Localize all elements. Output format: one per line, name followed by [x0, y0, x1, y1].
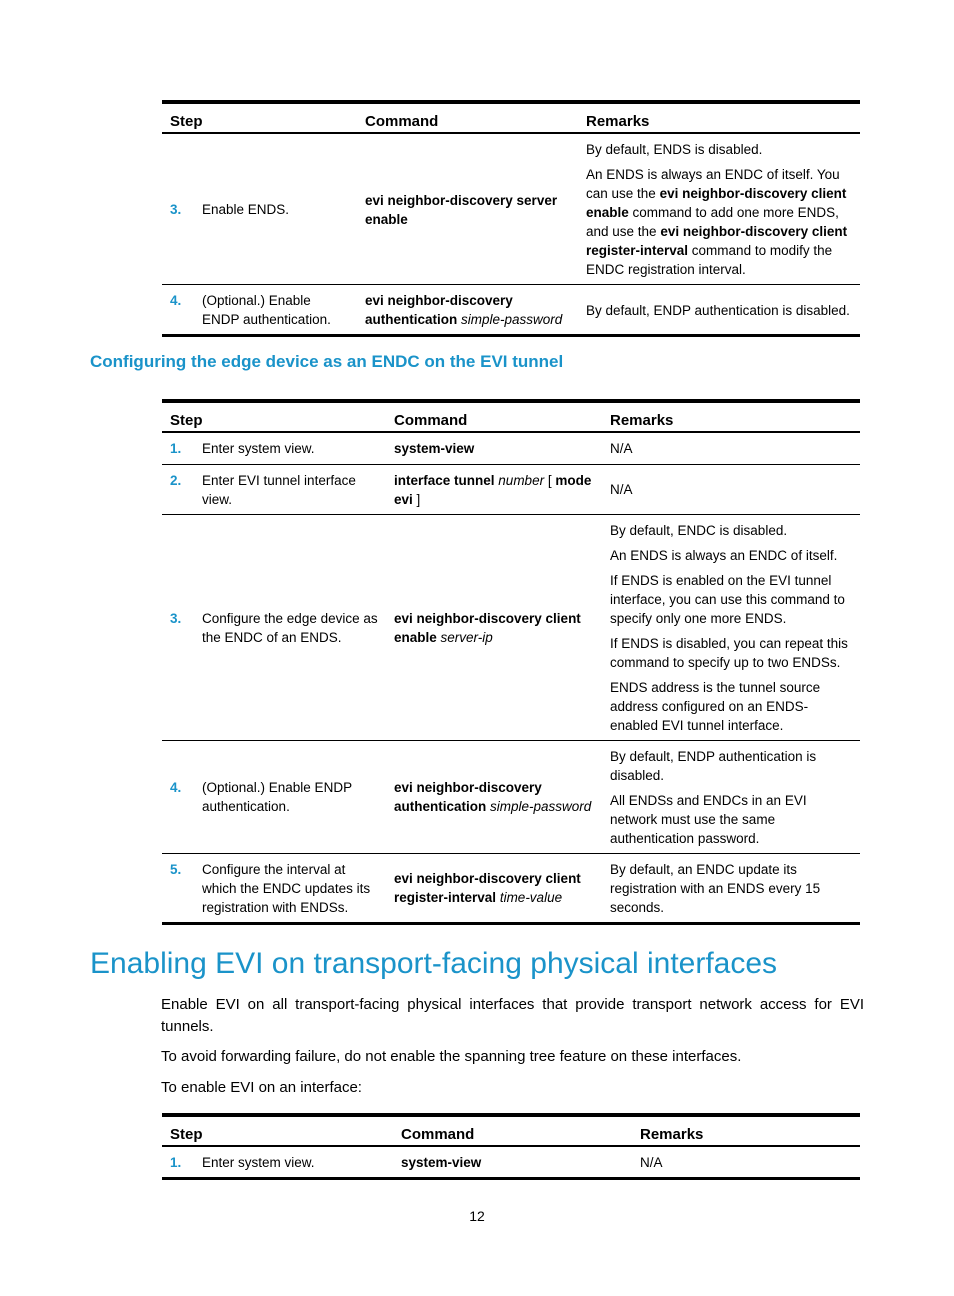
- text-run: By default, ENDS is disabled.: [586, 142, 763, 157]
- text-run: If ENDS is disabled, you can repeat this command to specify up to two ENDSs.: [610, 635, 848, 670]
- step-description: Configure the edge device as the ENDC of an ENDS.: [202, 610, 378, 645]
- text-run: An ENDS is always an ENDC of itself.: [610, 547, 838, 563]
- step-number: 1.: [170, 1155, 182, 1170]
- step-number: 4.: [170, 780, 182, 795]
- paragraph-warning: To avoid forwarding failure, do not enable the spanning tree feature on these interfaces.: [161, 1048, 742, 1065]
- text-run: evi neighbor-discovery client enable: [586, 186, 847, 220]
- command-cell: [386, 853, 602, 923]
- text-run: By default, ENDP authentication is disabled.: [586, 302, 850, 318]
- text-run: time-value: [499, 890, 563, 905]
- step-description: Enter EVI tunnel interface view.: [202, 472, 356, 507]
- step-description: Enter system view.: [202, 1155, 315, 1170]
- remark-paragraph: [586, 165, 852, 279]
- header-step: Step: [162, 401, 386, 432]
- text-run: evi neighbor-discovery authentication: [394, 780, 542, 814]
- remarks-cell: [578, 133, 860, 285]
- text-run: ENDS address is the tunnel source address configured on an ENDS-enabled EVI tunnel interface.: [610, 679, 821, 733]
- step-cell: [162, 1146, 393, 1179]
- remarks-cell: [602, 740, 860, 853]
- text-run: simple-password: [490, 799, 592, 814]
- header-command: Command: [386, 401, 602, 432]
- text-run: mode evi: [394, 472, 592, 507]
- remark-paragraph: [610, 634, 852, 672]
- table-header-row: [162, 1115, 860, 1146]
- text-run: system-view: [394, 441, 475, 457]
- header-step: Step: [162, 1115, 393, 1146]
- text-run: By default, an ENDC update its registration with an ENDS every 15 seconds.: [610, 861, 821, 915]
- step-description: Enter system view.: [202, 441, 315, 457]
- command-cell: [393, 1146, 632, 1179]
- remarks-cell: [602, 853, 860, 923]
- step-description: Enable ENDS.: [202, 202, 290, 217]
- command-cell: [386, 740, 602, 853]
- remarks-cell: [602, 464, 860, 514]
- text-run: interface tunnel: [394, 472, 495, 488]
- table-row: [162, 432, 860, 464]
- command-cell: [357, 133, 578, 285]
- text-run: N/A: [610, 441, 633, 457]
- config-table-ends: [162, 100, 860, 337]
- table-body: [162, 1146, 860, 1179]
- remarks-cell: [632, 1146, 860, 1179]
- text-run: evi neighbor-discovery client enable: [394, 610, 581, 645]
- text-run: N/A: [610, 482, 633, 497]
- step-description: Configure the interval at which the ENDC updates its registration with ENDSs.: [202, 861, 371, 915]
- remark-paragraph: [640, 1153, 852, 1172]
- step-cell: [162, 853, 386, 923]
- table-row: [162, 285, 860, 336]
- header-step: Step: [162, 102, 357, 133]
- config-table-endc: [162, 399, 860, 925]
- text-run: system-view: [401, 1155, 482, 1170]
- table-row: [162, 1146, 860, 1179]
- table-row: [162, 514, 860, 740]
- step-number: 3.: [170, 202, 182, 217]
- step-number: 1.: [170, 441, 182, 457]
- step-number: 4.: [170, 293, 182, 308]
- table-row: [162, 133, 860, 285]
- step-cell: [162, 514, 386, 740]
- text-run: evi neighbor-discovery server enable: [365, 192, 558, 227]
- remark-paragraph: [610, 480, 852, 499]
- table-header-row: [162, 401, 860, 432]
- remark-paragraph: [610, 747, 852, 785]
- text-run: ]: [412, 491, 421, 507]
- step-number: 5.: [170, 861, 182, 877]
- text-run: server-ip: [440, 629, 493, 645]
- remarks-cell: [578, 285, 860, 336]
- page-number: 12: [469, 1208, 485, 1224]
- step-description: (Optional.) Enable ENDP authentication.: [202, 293, 331, 327]
- text-run: evi neighbor-discovery client register-interval: [394, 871, 581, 905]
- step-cell: [162, 740, 386, 853]
- remark-paragraph: [610, 791, 852, 848]
- text-run: An ENDS is always an ENDC of itself. You can use the: [586, 167, 840, 201]
- header-remarks: Remarks: [632, 1115, 860, 1146]
- remark-paragraph: [610, 571, 852, 628]
- config-table-evi-interface: [162, 1113, 860, 1180]
- table-header-row: [162, 102, 860, 133]
- step-cell: [162, 133, 357, 285]
- section-title: Configuring the edge device as an ENDC on the EVI tunnel: [90, 352, 564, 371]
- text-run: evi neighbor-discovery client register-interval: [586, 224, 848, 258]
- text-run: evi neighbor-discovery authentication: [365, 293, 513, 327]
- step-description: (Optional.) Enable ENDP authentication.: [202, 780, 352, 814]
- remark-paragraph: [586, 140, 852, 159]
- paragraph-intro: Enable EVI on all transport-facing physical interfaces that provide transport network access for EVI tunnels.: [161, 996, 864, 1035]
- remark-paragraph: [586, 301, 852, 320]
- header-remarks: Remarks: [602, 401, 860, 432]
- text-run: N/A: [640, 1155, 663, 1170]
- step-cell: [162, 464, 386, 514]
- step-number: 2.: [170, 472, 182, 488]
- remark-paragraph: [610, 860, 852, 917]
- remarks-cell: [602, 514, 860, 740]
- command-cell: [386, 464, 602, 514]
- text-run: All ENDSs and ENDCs in an EVI network must use the same authentication password.: [610, 792, 807, 846]
- text-run: [: [544, 472, 556, 488]
- text-run: By default, ENDP authentication is disabled.: [610, 748, 817, 783]
- header-command: Command: [393, 1115, 632, 1146]
- table-row: [162, 853, 860, 923]
- text-run: command to modify the ENDC registration interval.: [586, 243, 833, 277]
- table-row: [162, 740, 860, 853]
- step-cell: [162, 432, 386, 464]
- page-heading: Enabling EVI on transport-facing physical interfaces: [90, 947, 778, 980]
- remark-paragraph: [610, 546, 852, 565]
- table-body: [162, 133, 860, 336]
- paragraph-procedure: To enable EVI on an interface:: [161, 1079, 362, 1096]
- text-run: By default, ENDC is disabled.: [610, 522, 788, 538]
- remarks-cell: [602, 432, 860, 464]
- text-run: If ENDS is enabled on the EVI tunnel interface, you can use this command to specify only one more ENDS.: [610, 572, 845, 626]
- command-cell: [386, 432, 602, 464]
- table-body: [162, 432, 860, 923]
- remark-paragraph: [610, 678, 852, 735]
- header-command: Command: [357, 102, 578, 133]
- text-run: command to add one more ENDS, and use the: [586, 205, 839, 239]
- header-remarks: Remarks: [578, 102, 860, 133]
- text-run: number: [498, 472, 545, 488]
- table-row: [162, 464, 860, 514]
- text-run: simple-password: [461, 312, 563, 327]
- remark-paragraph: [610, 439, 852, 458]
- remark-paragraph: [610, 521, 852, 540]
- command-cell: [386, 514, 602, 740]
- step-number: 3.: [170, 610, 182, 626]
- command-cell: [357, 285, 578, 336]
- step-cell: [162, 285, 357, 336]
